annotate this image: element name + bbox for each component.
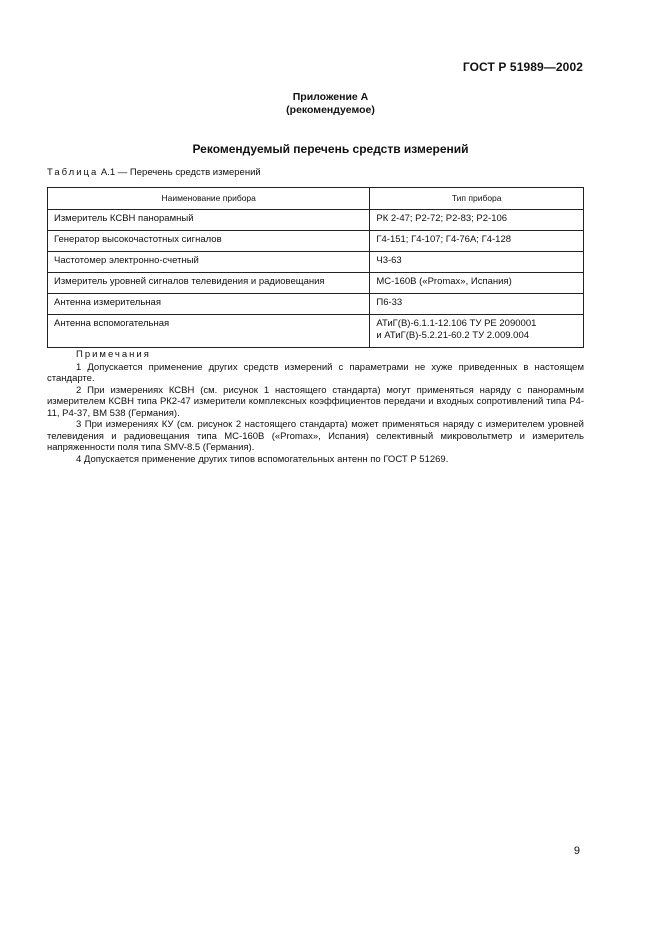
note-item: 1 Допускается применение других средств измерений с параметрами не хуже приведенных в настоящем стандарте. xyxy=(47,361,584,384)
appendix-title: Приложение А xyxy=(292,91,369,103)
appendix-subtitle: (рекомендуемое) xyxy=(286,104,375,116)
instrument-type: Г4-151; Г4-107; Г4-76А; Г4-128 xyxy=(370,231,584,252)
notes-heading: Примечания xyxy=(76,349,151,360)
column-header-name: Наименование прибора xyxy=(48,188,370,210)
table-row xyxy=(48,273,584,294)
instrument-type: Ч3-63 xyxy=(370,252,584,273)
instrument-name: Антенна вспомогательная xyxy=(48,315,370,348)
instrument-name: Генератор высокочастотных сигналов xyxy=(48,231,370,252)
table-caption-label: Таблица xyxy=(47,167,99,178)
table-row xyxy=(48,252,584,273)
instruments-table xyxy=(47,187,584,348)
notes-section xyxy=(47,349,584,465)
note-item: 2 При измерениях КСВН (см. рисунок 1 настоящего стандарта) могут применяться наряду с панорамным измерителем КСВН типа РК2-47 измерители комплексных коэффициентов передачи и входных сопротивлений типа Р4-11, Р4-37, ВМ 538 (Германия). xyxy=(47,384,584,419)
appendix-heading xyxy=(0,91,661,117)
instrument-name: Частотомер электронно-счетный xyxy=(48,252,370,273)
note-item: 3 При измерениях КУ (см. рисунок 2 настоящего стандарта) может применяться наряду с измерителем уровней телевидения и радиовещания типа МС-160В («Promax», Испания) селективный микровольтметр и измеритель напряженности поля типа SMV-8.5 (Германия). xyxy=(47,419,584,453)
table-caption-text: А.1 — Перечень средств измерений xyxy=(100,167,261,178)
standard-code: ГОСТ Р 51989—2002 xyxy=(462,60,583,74)
instrument-type: РК 2-47; Р2-72; Р2-83; Р2-106 xyxy=(370,210,584,231)
instrument-name: Измеритель КСВН панорамный xyxy=(48,210,370,231)
table-row xyxy=(48,210,584,231)
instrument-name: Измеритель уровней сигналов телевидения и радиовещания xyxy=(48,273,370,294)
instrument-name: Антенна измерительная xyxy=(48,294,370,315)
instrument-type: АТиГ(В)-6.1.1-12.106 ТУ РЕ 2090001 и АТиГ(В)-5.2.21-60.2 ТУ 2.009.004 xyxy=(370,315,584,348)
table-row xyxy=(48,294,584,315)
section-title: Рекомендуемый перечень средств измерений xyxy=(192,142,469,156)
column-header-type: Тип прибора xyxy=(370,188,584,210)
instrument-type: МС-160В («Promax», Испания) xyxy=(370,273,584,294)
table-header-row xyxy=(48,188,584,210)
table-row xyxy=(48,315,584,348)
table-caption xyxy=(47,167,261,178)
table-row xyxy=(48,231,584,252)
instrument-type: П6-33 xyxy=(370,294,584,315)
note-item: 4 Допускается применение других типов вспомогательных антенн по ГОСТ Р 51269. xyxy=(76,453,449,465)
page-number: 9 xyxy=(573,845,580,857)
